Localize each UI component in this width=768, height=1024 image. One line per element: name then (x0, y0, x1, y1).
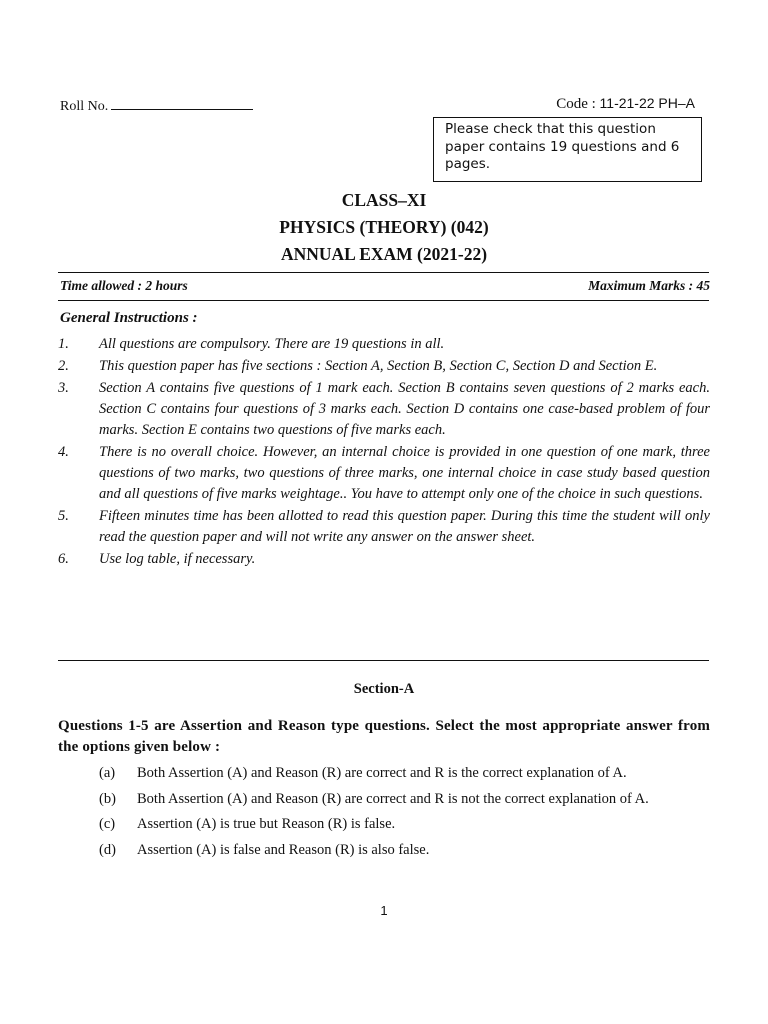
instruction-item (58, 549, 710, 570)
divider-top (58, 272, 709, 273)
subject-title: PHYSICS (THEORY) (042) (279, 217, 489, 237)
class-title: CLASS–XI (341, 190, 427, 210)
divider-meta (58, 300, 709, 301)
instruction-text: Use log table, if necessary. (99, 551, 256, 567)
option-text: Assertion (A) is false and Reason (R) is also false. (137, 841, 430, 858)
roll-number-label: Roll No. (60, 99, 109, 114)
instruction-item (58, 356, 710, 377)
instruction-text: All questions are compulsory. There are 19 questions in all. (99, 336, 445, 352)
section-a-title: Section-A (353, 681, 415, 697)
instruction-number: 6. (58, 551, 69, 567)
instruction-number: 1. (58, 336, 69, 352)
instruction-text: There is no overall choice. However, an internal choice is provided in one question of one mark, three questions of two marks, two questions of three marks, one internal choice in case study based question and all questions of five marks weightage.. You have to attempt only one of the choice in such questions. (99, 444, 710, 502)
instruction-text: Fifteen minutes time has been allotted to read this question paper. During this time the student will only read the question paper and will not write any answer on the answer sheet. (99, 508, 710, 545)
paper-code (556, 95, 695, 113)
answer-option (99, 789, 711, 810)
roll-number-field (60, 97, 253, 115)
option-label: (b) (99, 790, 116, 807)
page-number: 1 (380, 903, 388, 918)
maximum-marks: Maximum Marks : 45 (588, 278, 710, 293)
answer-option (99, 763, 711, 784)
instruction-number: 2. (58, 358, 69, 374)
instruction-text: Section A contains five questions of 1 mark each. Section B contains seven questions of 2 marks each. Section C contains four questions of 3 marks each. Section D contains one case-based problem of four marks. Section E contains two questions of five marks each. (99, 380, 710, 438)
option-text: Assertion (A) is true but Reason (R) is false. (137, 816, 396, 832)
time-allowed: Time allowed : 2 hours (60, 278, 188, 293)
roll-number-blank-line (111, 97, 253, 110)
instruction-item (58, 378, 710, 441)
divider-instructions-end (58, 660, 709, 661)
option-label: (d) (99, 841, 116, 858)
paper-code-label: Code : (556, 96, 596, 112)
exam-title: ANNUAL EXAM (2021-22) (280, 244, 488, 264)
page-check-note-box: Please check that this question paper contains 19 questions and 6 pages. (433, 117, 702, 182)
option-text: Both Assertion (A) and Reason (R) are correct and R is the correct explanation of A. (137, 765, 627, 781)
instruction-item (58, 334, 710, 355)
option-text: Both Assertion (A) and Reason (R) are correct and R is not the correct explanation of A. (137, 790, 649, 807)
instruction-number: 3. (58, 380, 69, 396)
option-label: (a) (99, 765, 116, 781)
option-label: (c) (99, 816, 116, 832)
instruction-item (58, 506, 710, 548)
instructions-list (58, 334, 710, 571)
general-instructions-title: General Instructions : (60, 310, 198, 326)
instruction-number: 4. (58, 444, 69, 460)
assertion-reason-intro: Questions 1-5 are Assertion and Reason type questions. Select the most appropriate answer from the options given below : (58, 718, 710, 755)
answer-option (99, 840, 711, 861)
instruction-item (58, 442, 710, 505)
instruction-number: 5. (58, 508, 69, 524)
instruction-text: This question paper has five sections : Section A, Section B, Section C, Section D and Section E. (99, 358, 658, 374)
paper-code-value: 11-21-22 PH–A (599, 95, 695, 111)
answer-options-list (99, 763, 711, 865)
answer-option (99, 814, 711, 835)
